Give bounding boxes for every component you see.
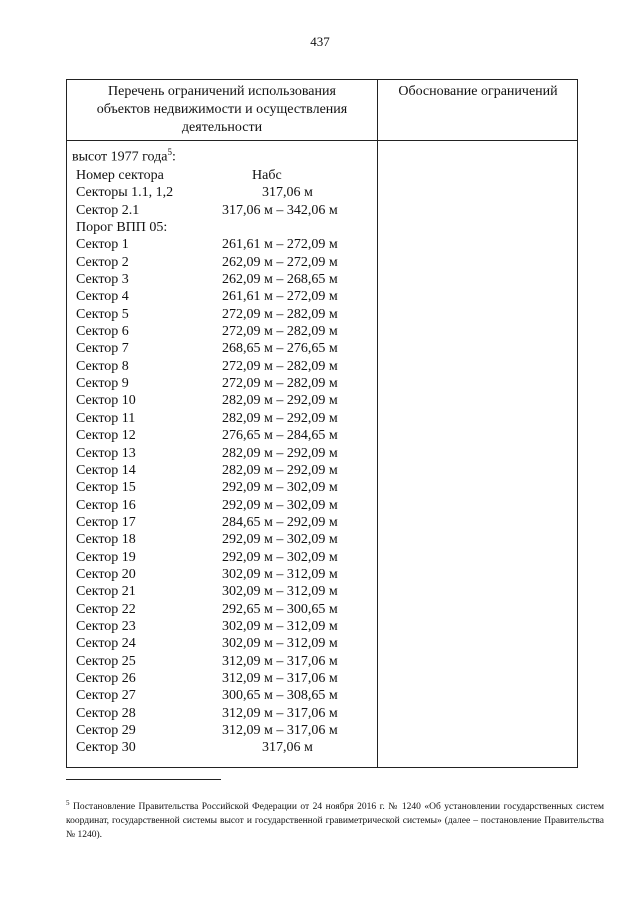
table-row: [72, 288, 372, 305]
elevation-value: 272,09 м – 282,09 м: [222, 376, 338, 392]
sector-label: Сектор 18: [76, 532, 136, 548]
sector-label: Сектор 3: [76, 272, 129, 288]
sector-label: Сектор 20: [76, 566, 136, 582]
sector-label: Сектор 5: [76, 306, 129, 322]
table-row: [72, 392, 372, 409]
sector-label: Сектор 2: [76, 254, 129, 270]
table-row: [72, 635, 372, 652]
elevation-value: 302,09 м – 312,09 м: [222, 618, 338, 634]
elevation-value: 262,09 м – 268,65 м: [222, 272, 338, 288]
elevation-value: 282,09 м – 292,09 м: [222, 462, 338, 478]
header-left-line-3: деятельности: [181, 120, 263, 135]
table-row: [72, 618, 372, 635]
table-row: [72, 531, 372, 548]
elevation-value: 262,09 м – 272,09 м: [222, 254, 338, 270]
sector-label: Сектор 24: [76, 636, 136, 652]
sector-label: Сектор 9: [76, 376, 129, 392]
elevation-value: 292,09 м – 302,09 м: [222, 532, 338, 548]
sector-label: Сектор 11: [76, 410, 136, 426]
table-row: [72, 236, 372, 253]
header-restrictions-list: [67, 80, 377, 140]
sector-label: Сектор 30: [76, 740, 136, 756]
elevation-value: 292,09 м – 302,09 м: [222, 497, 338, 513]
sector-label: Сектор 13: [76, 445, 136, 461]
sector-label: Сектор 26: [76, 670, 136, 686]
sector-label: Секторы 1.1, 1,2: [76, 185, 174, 201]
sector-label: Сектор 10: [76, 393, 136, 409]
table-body-left: [72, 141, 372, 757]
table-row: [72, 202, 372, 219]
sector-rows: [72, 167, 372, 757]
table-row: [72, 445, 372, 462]
footnote-ref: 5: [167, 147, 172, 157]
sector-label: Сектор 15: [76, 480, 136, 496]
table-row: [72, 583, 372, 600]
table-row: [72, 566, 372, 583]
table-row: [72, 340, 372, 357]
header-left-line-1: Перечень ограничений использования: [108, 84, 336, 99]
footnote-text: Постановление Правительства Российской Федерации от 24 ноября 2016 г. № 1240 «Об установлении государственных систем координат, государственной системы высот и государственной гравиметрической системы» (далее – постановление Правительства № 1240).: [66, 802, 604, 841]
sector-label: Сектор 19: [76, 549, 136, 565]
table-row: [72, 687, 372, 704]
elevation-value: 272,09 м – 282,09 м: [222, 306, 338, 322]
table-row: [72, 306, 372, 323]
table-row: [72, 184, 372, 201]
table-row: [72, 219, 372, 236]
column-divider: [377, 80, 378, 767]
table-row: [72, 410, 372, 427]
elevation-value: 292,09 м – 302,09 м: [222, 480, 338, 496]
sector-label: Сектор 29: [76, 723, 136, 738]
table-row: [72, 670, 372, 687]
elevation-value: 268,65 м – 276,65 м: [222, 341, 338, 357]
sector-label: Сектор 22: [76, 601, 136, 617]
sector-label: Сектор 12: [76, 428, 136, 444]
elevation-value: 261,61 м – 272,09 м: [222, 237, 338, 253]
header-justification: Обоснование ограничений: [398, 84, 558, 99]
column-header-label: Номер сектора: [76, 168, 164, 183]
sector-label: Сектор 17: [76, 514, 136, 530]
elevation-value: 312,09 м – 317,06 м: [222, 653, 338, 669]
elevation-value: 300,65 м – 308,65 м: [222, 688, 338, 704]
intro-line: [72, 143, 372, 165]
elevation-value: 272,09 м – 282,09 м: [222, 358, 338, 374]
elevation-value: 284,65 м – 292,09 м: [222, 514, 338, 530]
elevation-value: 282,09 м – 292,09 м: [222, 410, 338, 426]
table-row: [72, 497, 372, 514]
table-row: [72, 514, 372, 531]
table-row: [72, 739, 372, 756]
footnote-mark: 5: [66, 799, 70, 807]
column-header-row: [72, 167, 372, 184]
table-row: [72, 653, 372, 670]
sector-label: Сектор 25: [76, 653, 136, 669]
table-row: [72, 358, 372, 375]
sector-label: Сектор 23: [76, 618, 136, 634]
sector-label: Сектор 7: [76, 341, 129, 357]
table-row: [72, 462, 372, 479]
column-header-value: Набс: [252, 168, 282, 183]
elevation-value: 276,65 м – 284,65 м: [222, 428, 338, 444]
elevation-value: 317,06 м: [262, 185, 313, 201]
sector-label: Сектор 1: [76, 237, 129, 253]
elevation-value: 317,06 м – 342,06 м: [222, 202, 338, 218]
elevation-value: 292,09 м – 302,09 м: [222, 549, 338, 565]
table-row: [72, 549, 372, 566]
elevation-value: 317,06 м: [262, 740, 313, 756]
page-number: 437: [310, 34, 330, 49]
table-row: [72, 722, 372, 739]
sector-label: Сектор 27: [76, 688, 136, 704]
elevation-value: 312,09 м – 317,06 м: [222, 723, 338, 738]
elevation-value: 272,09 м – 282,09 м: [222, 324, 338, 340]
table-row: [72, 479, 372, 496]
sector-label: Сектор 14: [76, 462, 136, 478]
sector-label: Сектор 28: [76, 705, 136, 721]
table-row: [72, 254, 372, 271]
elevation-value: 302,09 м – 312,09 м: [222, 566, 338, 582]
intro-text: высот 1977 года: [72, 149, 168, 165]
sector-label: Сектор 16: [76, 497, 136, 513]
sector-label: Сектор 8: [76, 358, 129, 374]
sector-label: Сектор 21: [76, 584, 136, 600]
header-left-line-2: объектов недвижимости и осуществления: [96, 102, 348, 117]
footnote: [66, 796, 604, 842]
table-row: [72, 601, 372, 618]
sector-label: Сектор 4: [76, 289, 129, 305]
elevation-value: 261,61 м – 272,09 м: [222, 289, 338, 305]
table-row: [72, 323, 372, 340]
sector-label: Порог ВПП 05:: [76, 220, 168, 236]
table-row: [72, 375, 372, 392]
elevation-value: 282,09 м – 292,09 м: [222, 393, 338, 409]
elevation-value: 302,09 м – 312,09 м: [222, 636, 338, 652]
table-row: [72, 705, 372, 722]
elevation-value: 312,09 м – 317,06 м: [222, 670, 338, 686]
sector-label: Сектор 6: [76, 324, 129, 340]
restrictions-table: [66, 79, 578, 768]
elevation-value: 302,09 м – 312,09 м: [222, 584, 338, 600]
elevation-value: 282,09 м – 292,09 м: [222, 445, 338, 461]
intro-suffix: :: [172, 149, 176, 165]
table-row: [72, 271, 372, 288]
table-row: [72, 427, 372, 444]
elevation-value: 292,65 м – 300,65 м: [222, 601, 338, 617]
elevation-value: 312,09 м – 317,06 м: [222, 705, 338, 721]
sector-label: Сектор 2.1: [76, 202, 140, 218]
footnote-rule: [66, 779, 221, 780]
